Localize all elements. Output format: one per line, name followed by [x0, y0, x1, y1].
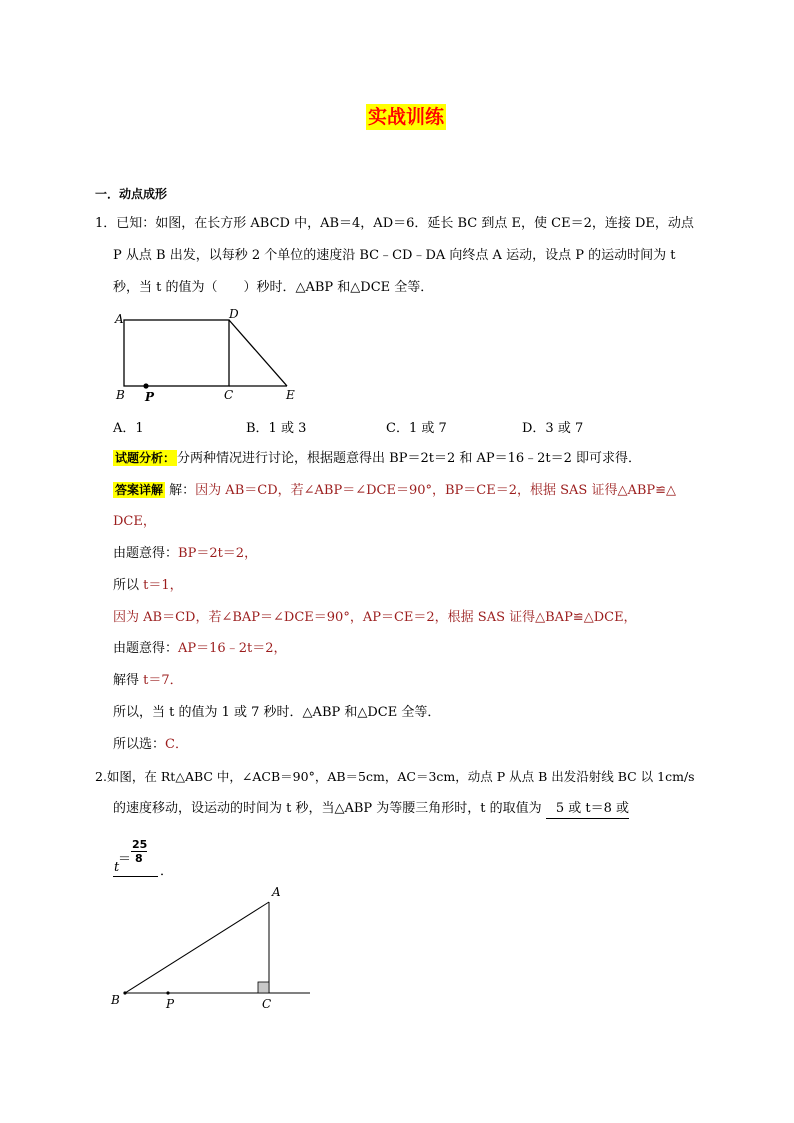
q1-option-a[interactable]: A．1 — [113, 421, 144, 436]
answer-l7-prefix: 解得 — [113, 673, 144, 688]
frac-var: t — [114, 860, 120, 875]
q2-line1: 2.如图，在 Rt△ABC 中，∠ACB＝90°，AB＝5cm，AC＝3cm，动点 P 从点 B 出发沿射线 BC 以 1cm/s — [95, 769, 695, 784]
frac-underline — [113, 876, 158, 877]
answer-l3-prefix: 由题意得： — [113, 546, 179, 561]
q1-label-a: A — [115, 312, 124, 326]
answer-l1-prefix: 解： — [169, 483, 196, 498]
answer-l9: C． — [165, 737, 188, 752]
answer-l6: AP＝16﹣2t＝2， — [178, 641, 287, 656]
q2-label-p: P — [166, 997, 175, 1011]
answer-tag: 答案详解 — [115, 483, 164, 497]
q2-figure — [105, 880, 320, 1015]
q1-answer-line4 — [113, 577, 183, 595]
q1-answer-line9 — [113, 736, 188, 754]
q2-line2 — [113, 800, 629, 819]
q1-answer-line1 — [113, 481, 676, 500]
q1-label-c: C — [224, 388, 234, 402]
q1-point-p — [143, 383, 148, 388]
frac-num: 25 — [132, 838, 148, 851]
q1-option-b[interactable]: B．1 或 3 — [246, 421, 307, 436]
q2-answer-blank: 5 或 t＝8 或 — [546, 800, 629, 819]
q1-label-p: P — [145, 390, 155, 404]
q1-line1: 1．已知：如图，在长方形 ABCD 中，AB＝4，AD＝6．延长 BC 到点 E，使 CE＝2，连接 DE，动点 — [95, 216, 694, 231]
q2-point-p — [166, 991, 169, 994]
q1-rect-abcd — [124, 320, 229, 386]
answer-l4-prefix: 所以 — [113, 578, 144, 593]
q1-line2: P 从点 B 出发，以每秒 2 个单位的速度沿 BC﹣CD﹣DA 向终点 A 运动，设点 P 的运动时间为 t — [113, 248, 676, 263]
q2-line2-text: 的速度移动，设运动的时间为 t 秒，当△ABP 为等腰三角形时，t 的取值为 — [113, 801, 542, 816]
q1-option-c[interactable]: C．1 或 7 — [386, 421, 447, 436]
q1-analysis — [113, 449, 641, 468]
analysis-text: 分两种情况进行讨论，根据题意得出 BP＝2t＝2 和 AP＝16﹣2t＝2 即可求得． — [177, 451, 642, 466]
q1-label-e: E — [286, 388, 295, 402]
q1-answer-line5: 因为 AB＝CD，若∠BAP＝∠DCE＝90°，AP＝CE＝2，根据 SAS 证得△BAP≌△DCE， — [113, 610, 637, 625]
section-heading: 一．动点成形 — [95, 187, 168, 201]
page-title: 实战训练 — [368, 106, 445, 128]
q1-label-b: B — [116, 388, 125, 402]
q2-label-c: C — [262, 997, 272, 1011]
analysis-tag: 试题分析： — [115, 451, 176, 465]
q1-figure — [110, 305, 310, 405]
q2-segment-ab — [125, 902, 269, 993]
answer-l3: BP＝2t＝2， — [178, 546, 258, 561]
q1-answer-line2: DCE， — [113, 514, 156, 529]
q1-segment-de — [229, 320, 287, 386]
answer-l9-prefix: 所以选： — [113, 737, 166, 752]
q2-label-b: B — [111, 993, 120, 1007]
q2-point-b — [123, 991, 126, 994]
answer-l6-prefix: 由题意得： — [113, 641, 179, 656]
answer-l1: 因为 AB＝CD，若∠ABP＝∠DCE＝90°，BP＝CE＝2，根据 SAS 证得△ABP≌△ — [195, 483, 677, 498]
q1-answer-line7 — [113, 672, 183, 690]
q1-line3: 秒，当 t 的值为（ ）秒时．△ABP 和△DCE 全等． — [113, 280, 434, 295]
answer-l4: t＝1， — [143, 578, 183, 593]
q1-option-d[interactable]: D．3 或 7 — [522, 421, 584, 436]
q1-answer-line6 — [113, 640, 286, 658]
answer-l7: t＝7． — [143, 673, 183, 688]
q1-answer-line3 — [113, 545, 257, 563]
q1-answer-line8: 所以，当 t 的值为 1 或 7 秒时．△ABP 和△DCE 全等． — [113, 705, 441, 720]
q2-right-angle — [258, 982, 269, 993]
frac-end: ． — [160, 864, 174, 879]
frac-eq: ＝ — [118, 852, 132, 867]
frac-den: 8 — [135, 852, 143, 865]
q1-label-d: D — [229, 307, 239, 321]
q2-label-a: A — [272, 885, 281, 899]
